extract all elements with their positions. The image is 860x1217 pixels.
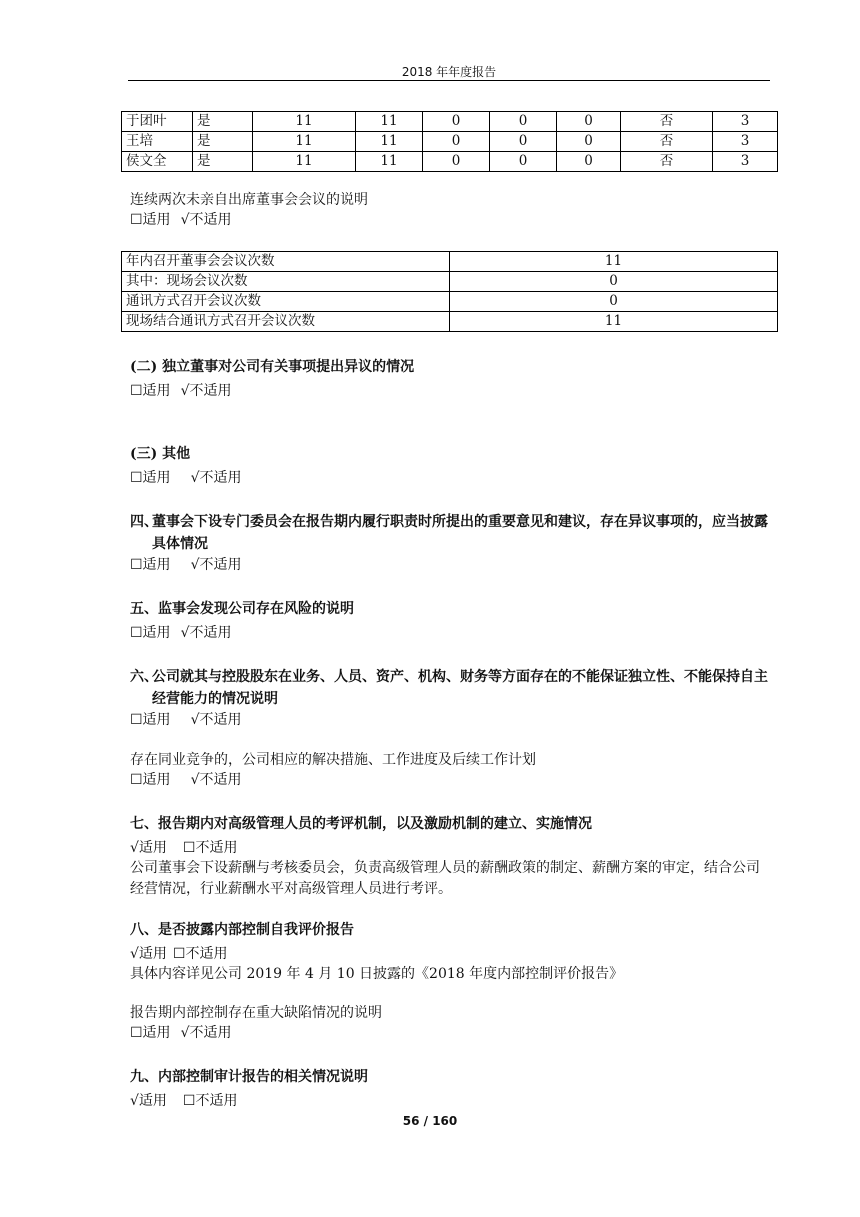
table-cell: 0 [423, 132, 490, 152]
section-6-sub-options [130, 770, 241, 790]
section-6-title [130, 666, 775, 710]
section-6-number: 六、 [130, 669, 158, 685]
table-cell: 是 [193, 112, 253, 132]
table-cell: 3 [713, 132, 778, 152]
section-6-options [130, 710, 241, 730]
option-applicable[interactable]: √适用 [130, 840, 167, 856]
meeting-type-cell: 通讯方式召开会议次数 [122, 292, 450, 312]
table-cell: 0 [423, 152, 490, 172]
section-2-options [130, 381, 231, 401]
table-cell: 0 [490, 152, 557, 172]
table-cell: 11 [356, 112, 423, 132]
section-9-options [130, 1091, 237, 1111]
option-not-applicable[interactable]: √不适用 [190, 712, 242, 728]
table-cell: 11 [356, 152, 423, 172]
section-3-options [130, 468, 241, 488]
absence-note-options [130, 210, 231, 230]
section-4-title [130, 511, 775, 555]
option-not-applicable[interactable]: √不适用 [180, 212, 232, 228]
table-row [122, 312, 778, 332]
option-applicable[interactable]: ☐适用 [130, 712, 171, 728]
table-cell: 11 [253, 132, 356, 152]
table-row [122, 292, 778, 312]
meeting-type-cell: 年内召开董事会会议次数 [122, 252, 450, 272]
table-cell: 是 [193, 132, 253, 152]
page-number: 56 / 160 [402, 1114, 458, 1128]
meeting-count-cell: 0 [450, 272, 778, 292]
table-cell: 11 [356, 132, 423, 152]
table-row [122, 152, 778, 172]
section-4-number: 四、 [130, 514, 158, 530]
option-applicable[interactable]: ☐适用 [130, 1025, 171, 1041]
section-8-sub-options [130, 1023, 231, 1043]
table-cell: 0 [557, 112, 621, 132]
option-not-applicable[interactable]: √不适用 [180, 383, 232, 399]
option-applicable[interactable]: ☐适用 [130, 625, 171, 641]
director-name-cell: 王培 [122, 132, 193, 152]
table-row [122, 132, 778, 152]
table-cell: 0 [557, 152, 621, 172]
meeting-count-cell: 0 [450, 292, 778, 312]
table-cell: 否 [621, 152, 713, 172]
table-cell: 0 [490, 132, 557, 152]
section-7-title: 七、报告期内对高级管理人员的考评机制，以及激励机制的建立、实施情况 [130, 816, 592, 832]
table-row [122, 252, 778, 272]
option-not-applicable[interactable]: ☐不适用 [172, 946, 228, 962]
section-8-options [130, 944, 227, 964]
section-9-title: 九、内部控制审计报告的相关情况说明 [130, 1069, 368, 1085]
option-applicable[interactable]: √适用 [130, 946, 167, 962]
section-7-body: 公司董事会下设薪酬与考核委员会，负责高级管理人员的薪酬政策的制定、薪酬方案的审定，结合公司经营情况，行业薪酬水平对高级管理人员进行考评。 [130, 860, 760, 897]
section-6-sub-label: 存在同业竞争的，公司相应的解决措施、工作进度及后续工作计划 [130, 752, 536, 768]
section-6-text: 公司就其与控股股东在业务、人员、资产、机构、财务等方面存在的不能保证独立性、不能保持自主经营能力的情况说明 [152, 669, 768, 707]
option-applicable[interactable]: ☐适用 [130, 212, 171, 228]
section-3-title: (三) 其他 [130, 446, 191, 462]
table-cell: 是 [193, 152, 253, 172]
section-4-text: 董事会下设专门委员会在报告期内履行职责时所提出的重要意见和建议，存在异议事项的，应当披露具体情况 [152, 514, 768, 552]
section-5-title: 五、监事会发现公司存在风险的说明 [130, 601, 354, 617]
table-cell: 3 [713, 152, 778, 172]
director-name-cell: 侯文全 [122, 152, 193, 172]
table-cell: 0 [557, 132, 621, 152]
table-cell: 否 [621, 112, 713, 132]
meeting-type-cell: 其中：现场会议次数 [122, 272, 450, 292]
table-cell: 0 [423, 112, 490, 132]
section-7-options [130, 838, 237, 858]
director-name-cell: 于团叶 [122, 112, 193, 132]
header-rule [128, 80, 770, 81]
table-cell: 0 [490, 112, 557, 132]
section-4-options [130, 555, 241, 575]
meeting-count-cell: 11 [450, 312, 778, 332]
board-meeting-count-table [121, 251, 778, 332]
table-cell: 11 [253, 152, 356, 172]
table-cell: 否 [621, 132, 713, 152]
option-applicable[interactable]: ☐适用 [130, 772, 171, 788]
option-not-applicable[interactable]: √不适用 [180, 625, 232, 641]
option-not-applicable[interactable]: √不适用 [190, 557, 242, 573]
option-not-applicable[interactable]: ☐不适用 [182, 840, 238, 856]
section-8-body: 具体内容详见公司 2019 年 4 月 10 日披露的《2018 年度内部控制评价报告》 [130, 966, 624, 982]
option-applicable[interactable]: ☐适用 [130, 557, 171, 573]
option-not-applicable[interactable]: √不适用 [190, 470, 242, 486]
option-not-applicable[interactable]: √不适用 [180, 1025, 232, 1041]
table-row [122, 272, 778, 292]
meeting-type-cell: 现场结合通讯方式召开会议次数 [122, 312, 450, 332]
table-cell: 11 [253, 112, 356, 132]
option-not-applicable[interactable]: ☐不适用 [182, 1093, 238, 1109]
table-row [122, 112, 778, 132]
page-header: 2018 年年度报告 [401, 65, 497, 79]
section-2-title: (二) 独立董事对公司有关事项提出异议的情况 [130, 359, 415, 375]
option-applicable[interactable]: ☐适用 [130, 383, 171, 399]
section-8-title: 八、是否披露内部控制自我评价报告 [130, 922, 354, 938]
section-5-options [130, 623, 231, 643]
section-8-sub-label: 报告期内部控制存在重大缺陷情况的说明 [130, 1005, 382, 1021]
option-applicable[interactable]: ☐适用 [130, 470, 171, 486]
absence-note-label: 连续两次未亲自出席董事会会议的说明 [130, 192, 368, 208]
table-cell: 3 [713, 112, 778, 132]
meeting-count-cell: 11 [450, 252, 778, 272]
director-attendance-table [121, 111, 778, 172]
option-not-applicable[interactable]: √不适用 [190, 772, 242, 788]
option-applicable[interactable]: √适用 [130, 1093, 167, 1109]
